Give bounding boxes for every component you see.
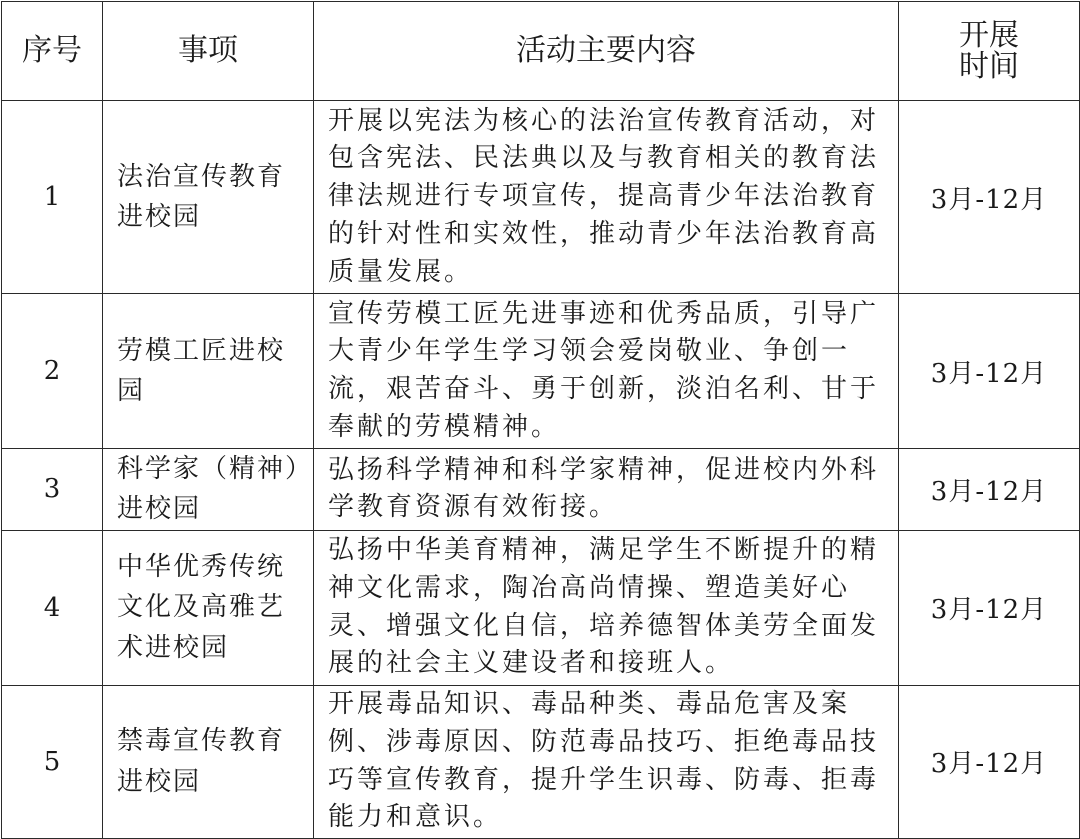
table-row: [2, 685, 1080, 838]
row-time: 3月-12月: [899, 449, 1080, 531]
row-content: 弘扬科学精神和科学家精神，促进校内外科学教育资源有效衔接。: [314, 449, 899, 531]
header-index: 序号: [2, 2, 103, 101]
row-content: 开展毒品知识、毒品种类、毒品危害及案例、涉毒原因、防范毒品技巧、拒绝毒品技巧等宣传教育，提升学生识毒、防毒、拒毒能力和意识。: [314, 685, 899, 838]
row-content: 弘扬中华美育精神，满足学生不断提升的精神文化需求，陶冶高尚情操、塑造美好心灵、增强文化自信，培养德智体美劳全面发展的社会主义建设者和接班人。: [314, 530, 899, 685]
table-row: [2, 101, 1080, 294]
row-item: 科学家（精神）进校园: [103, 449, 314, 531]
header-content: 活动主要内容: [314, 2, 899, 101]
table-row: [2, 294, 1080, 449]
header-item: 事项: [103, 2, 314, 101]
header-time: [899, 2, 1080, 101]
activity-table: [1, 1, 1080, 839]
row-time: 3月-12月: [899, 685, 1080, 838]
row-index: 1: [2, 101, 103, 294]
table-row: [2, 449, 1080, 531]
row-item: 法治宣传教育进校园: [103, 101, 314, 294]
table-row: [2, 530, 1080, 685]
table-header-row: [2, 2, 1080, 101]
row-time: 3月-12月: [899, 101, 1080, 294]
row-content: 宣传劳模工匠先进事迹和优秀品质，引导广大青少年学生学习领会爱岗敬业、争创一流，艰苦奋斗、勇于创新，淡泊名利、甘于奉献的劳模精神。: [314, 294, 899, 449]
row-item: 中华优秀传统文化及高雅艺术进校园: [103, 530, 314, 685]
row-index: 5: [2, 685, 103, 838]
header-time-line1: 开展: [959, 17, 1019, 53]
row-index: 2: [2, 294, 103, 449]
row-item: 劳模工匠进校园: [103, 294, 314, 449]
row-time: 3月-12月: [899, 294, 1080, 449]
row-item: 禁毒宣传教育进校园: [103, 685, 314, 838]
row-index: 4: [2, 530, 103, 685]
header-time-line2: 时间: [959, 49, 1019, 84]
row-content: 开展以宪法为核心的法治宣传教育活动，对包含宪法、民法典以及与教育相关的教育法律法规进行专项宣传，提高青少年法治教育的针对性和实效性，推动青少年法治教育高质量发展。: [314, 101, 899, 294]
row-time: 3月-12月: [899, 530, 1080, 685]
row-index: 3: [2, 449, 103, 531]
